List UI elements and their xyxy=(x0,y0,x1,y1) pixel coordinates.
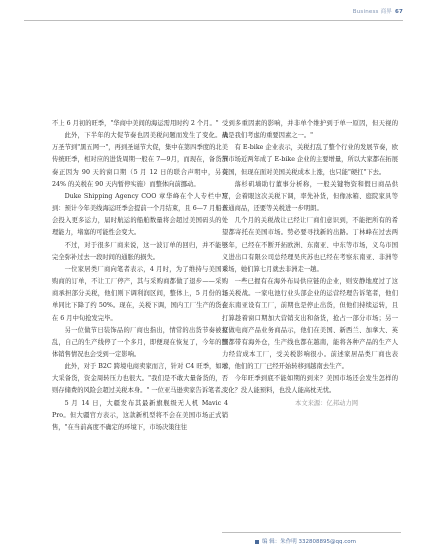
paragraph: 不上 6 月初的旺季，"华商中美间的海运需用时约 2 个月。" xyxy=(52,120,219,127)
paragraph: 此外，下半年的大促节奏也因美税问题而发生了变化。从万圣节到"黑五网一"，再到圣诞节大促，集中在第四季度的北美传统旺季，相对应的进货周期一般在 7—9月，而现在，备货节奏正因为 90 天的窗口期（5 月 12 日的联合声明中，另有 24% 的关税在 90 天内暂停实施）而整体向前挪动。 xyxy=(52,132,228,188)
paragraph: 一位家居类厂商向笔者表示，4 月时，为了维持与美国采购商的订单，不让工厂停产，其与采购商都做了退步——采购商承担部分关税，他们则下调利润区间，整体上，5 月份的订单同比下降了约 50%。现在，关税下调，国内工厂生产的货会在 6 月中旬抢发完毕。 xyxy=(52,265,228,322)
footer-divider xyxy=(222,532,401,533)
page-header xyxy=(0,4,427,24)
paragraph: 不过，对于很多厂商来说，这一波订单的回归，并不能够完全弥补过去一段时间的通胀的损失。 xyxy=(52,241,228,261)
paragraph: Duke Shipping Agency COO 章华峰在个人专栏中写到：预计今年美线海运旺季会提前一个月结束，且 6—7 月船东会投入更多运力，届时航运的船舶数量将会超过美国码头的处理能力，堵塞的可能性会变大。 xyxy=(52,192,228,237)
section-name-cn: 商界 xyxy=(380,9,392,15)
paragraph: 落杉矶墙助行董事分析称，一般关键物资和假日商品供应，会着眼这次关税下调，率先补货，但像冰箱、庭院家具等普通商品，还要等关税进一步明朗。 xyxy=(222,180,398,213)
editor-credit xyxy=(255,537,356,545)
paragraph: 几个月的关税战让已经让厂商们意识到，不能把所有的希望都寄托在美国市场。势必要寻找新的出路。丁林峰在过去两三年，已经在不断开拓欧洲、东南亚、中东等市场，义乌市国义进出口有限公司总经理吴庆苏也已经在考察东南亚、非洲等市场，她们算七月就去非洲走一趟。 xyxy=(222,217,398,273)
running-head xyxy=(353,7,403,15)
paragraph: 5 月 14 日，大疆发布其最新旗舰级无人机 Mavic 4 Pro。但大疆官方表示，这款新机型将不会在美国市场正式销售，"在当前高度不确定的环境下，市场决策往往 xyxy=(52,399,228,431)
square-bullet-icon xyxy=(255,540,259,544)
editor-credit-text: 编 辑：朱作明 332808895@qq.com xyxy=(262,539,356,545)
right-column xyxy=(222,118,398,410)
paragraph: 受到多重因素的影响，并非单个维护到于单一原因，但天视的确是我们考虑的重要因素之一。" xyxy=(222,120,398,140)
paragraph: 此外，对于 B2C 跨境电商卖家而言，针对 C4 旺季，如增大采备货，资金周转压力也很大。"我们是不敢大量备货的，否则存储费的风险会超过关税本身。" 一位亚马逊卖家告诉笔者。 xyxy=(52,363,228,395)
paragraph: 有 E-bike 企业表示，关税打乱了整个行业的发展节奏，欧洲市场近两年成了 E-bike 企业的主要增量，所以大家都在拓展美国，但现在面对美国关税成本上涨，也只能"硬扛"下去。 xyxy=(222,144,398,176)
paragraph: 另一位做节日装饰品的厂商也指出，情常的出货节奏被打乱，自己的生产线停了一个多月，即便现在恢复了，今年的整体销售情况也会受到一定影响。 xyxy=(52,326,228,358)
paragraph: 今年旺季到底不能如期的到来？美国市场还会发生怎样的变化？没人能预料，也没人能高枕无忧。 xyxy=(222,375,398,395)
section-name: Business xyxy=(352,9,379,15)
paragraph: 一些已握有在海外布局供应链的企业，则安静地度过了这场关税战。一家电池行业头部企业的运营经理告诉笔者，他们在东南亚设有工厂，前期也是停止出货，但他们持续运转，且打算趁着窗口期加大营销支出和备货，抢占一部分市场；另一家做电商产品业务商品示，他们在美国、新西兰、加拿大、英国都带有海外仓，生产线也都在越南，能将各种产品的生产人力经营成本工厂，受关税影响很小。前述家居品类厂商也表示，他们的工厂已经开始转移到越南去生产。 xyxy=(222,278,398,371)
page-number: 67 xyxy=(394,9,403,15)
left-column xyxy=(52,118,228,434)
article-source: 本文来源：亿邦动力网 xyxy=(295,399,358,407)
page-footer xyxy=(0,532,427,550)
header-divider xyxy=(24,20,403,21)
